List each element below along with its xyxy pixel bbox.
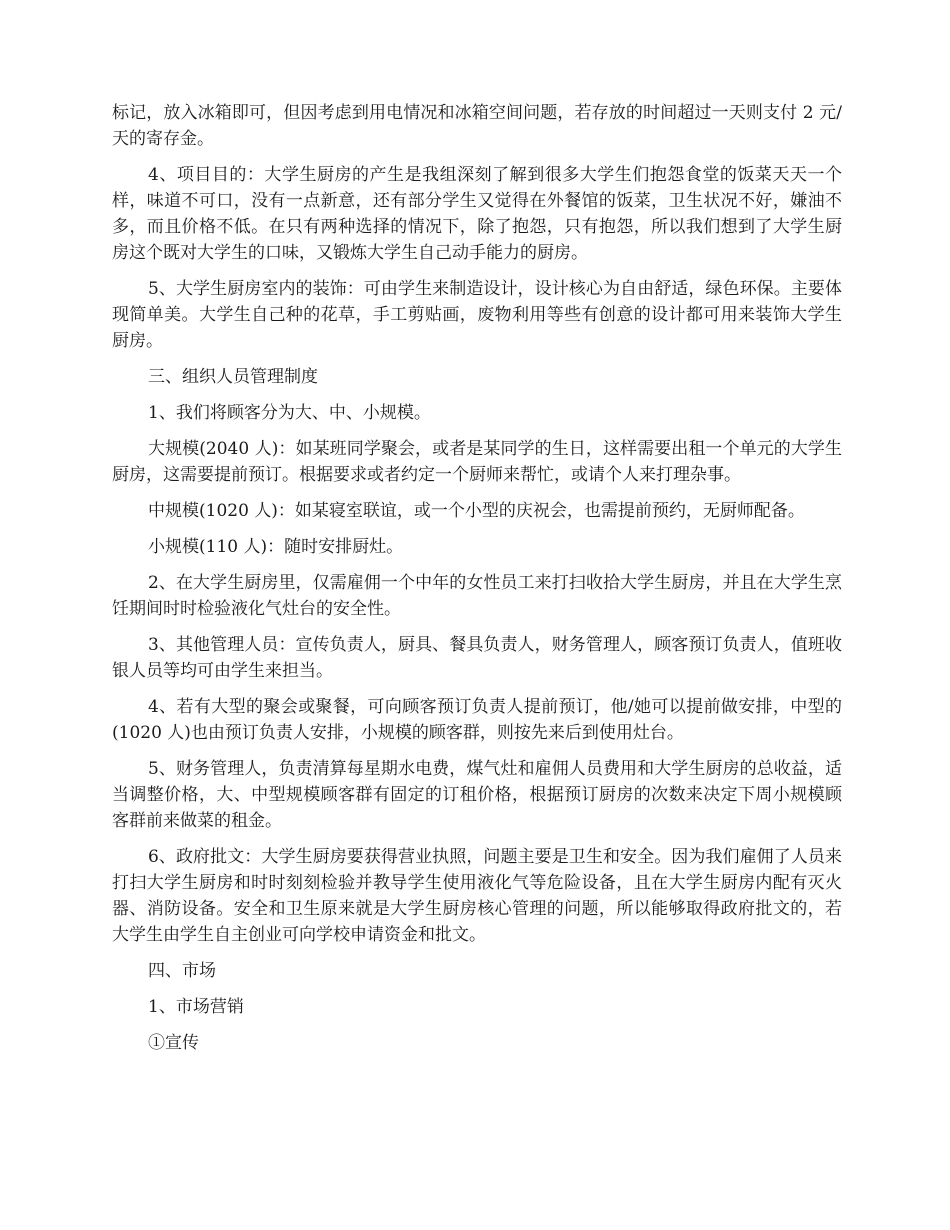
paragraph-8: 小规模(110 人)：随时安排厨灶。 bbox=[148, 537, 404, 557]
document-page bbox=[112, 100, 842, 1066]
paragraph-13: 6、政府批文：大学生厨房要获得营业执照，问题主要是卫生和安全。因为我们雇佣了人员来打扫大学生厨房和时时刻刻检验并教导学生使用液化气等危险设备，且在大学生厨房内配有灭火器、消防设备。安全和卫生原来就是大学生厨房核心管理的问题，所以能够取得政府批文的，若大学生由学生自主创业可向学校申请资金和批文。 bbox=[112, 847, 842, 945]
subheading-marketing: 1、市场营销 bbox=[148, 997, 244, 1017]
section-heading-4: 四、市场 bbox=[148, 961, 216, 981]
paragraph-9: 2、在大学生厨房里，仅需雇佣一个中年的女性员工来打扫收拾大学生厨房，并且在大学生烹饪期间时时检验液化气灶台的安全性。 bbox=[112, 573, 842, 619]
subheading-promotion: ①宣传 bbox=[148, 1033, 199, 1053]
paragraph-10: 3、其他管理人员：宣传负责人，厨具、餐具负责人，财务管理人，顾客预订负责人，值班收银人员等均可由学生来担当。 bbox=[112, 635, 842, 681]
paragraph-11: 4、若有大型的聚会或聚餐，可向顾客预订负责人提前预订，他/她可以提前做安排，中型的(1020 人)也由预订负责人安排，小规模的顾客群，则按先来后到使用灶台。 bbox=[112, 697, 842, 743]
paragraph-3: 5、大学生厨房室内的装饰：可由学生来制造设计，设计核心为自由舒适，绿色环保。主要体现简单美。大学生自己种的花草，手工剪贴画，废物利用等些有创意的设计都可用来装饰大学生厨房。 bbox=[112, 279, 842, 351]
paragraph-7: 中规模(1020 人)：如某寝室联谊，或一个小型的庆祝会，也需提前预约，无厨师配备。 bbox=[148, 501, 805, 521]
paragraph-5: 1、我们将顾客分为大、中、小规模。 bbox=[148, 403, 431, 423]
paragraph-1: 标记，放入冰箱即可，但因考虑到用电情况和冰箱空间问题，若存放的时间超过一天则支付 2 元/天的寄存金。 bbox=[112, 103, 842, 149]
paragraph-2: 4、项目目的：大学生厨房的产生是我组深刻了解到很多大学生们抱怨食堂的饭菜天天一个样，味道不可口，没有一点新意，还有部分学生又觉得在外餐馆的饭菜，卫生状况不好，嫌油不多，而且价格不低。在只有两种选择的情况下，除了抱怨，只有抱怨，所以我们想到了大学生厨房这个既对大学生的口味，又锻炼大学生自己动手能力的厨房。 bbox=[112, 165, 842, 263]
paragraph-6: 大规模(2040 人)：如某班同学聚会，或者是某同学的生日，这样需要出租一个单元的大学生厨房，这需要提前预订。根据要求或者约定一个厨师来帮忙，或请个人来打理杂事。 bbox=[112, 439, 842, 485]
paragraph-12: 5、财务管理人，负责清算每星期水电费，煤气灶和雇佣人员费用和大学生厨房的总收益，适当调整价格，大、中型规模顾客群有固定的订租价格，根据预订厨房的次数来决定下周小规模顾客群前来做菜的租金。 bbox=[112, 759, 842, 831]
section-heading-3: 三、组织人员管理制度 bbox=[148, 367, 318, 387]
